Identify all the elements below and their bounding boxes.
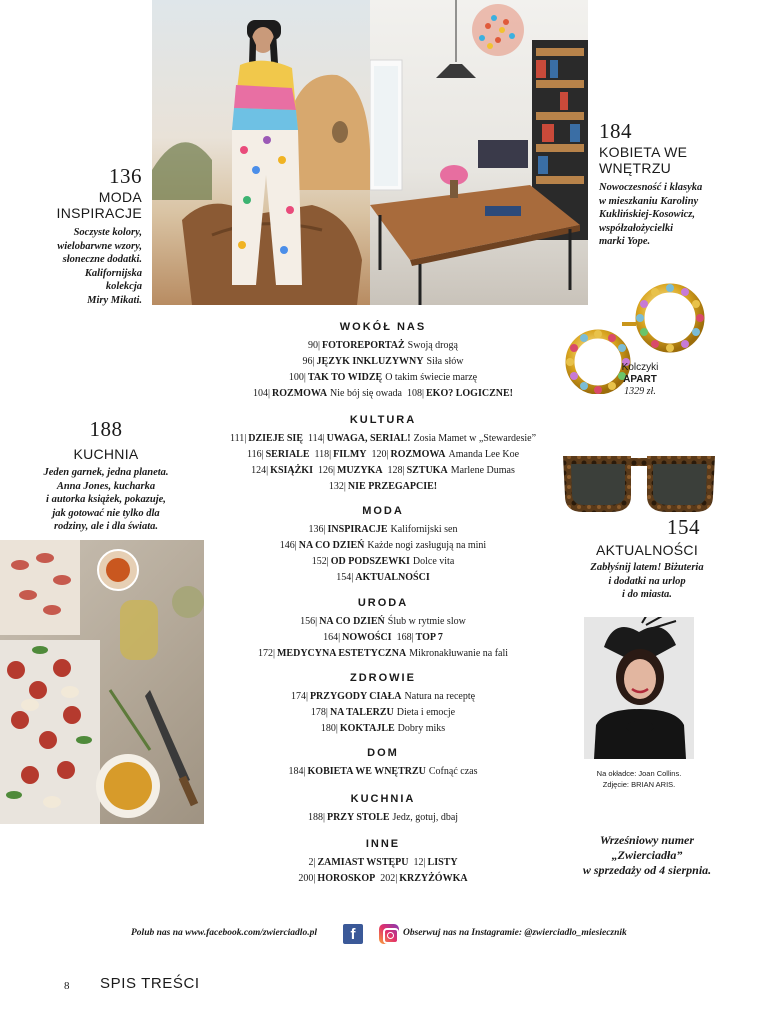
toc-subtitle: Cofnąć czas [428,766,478,777]
toc-subtitle: Zosia Mamet w „Stewardesie” [413,433,537,444]
toc-line [200,646,566,662]
feature-interior-title: KOBIETA WE [599,144,688,160]
feature-interior-page: 184 [599,119,632,143]
feature-interior [599,119,759,249]
toc-moda [200,504,566,586]
toc-page-number: 180 [320,723,336,734]
cover-caption [572,768,706,790]
toc-heading-uroda: URODA [357,597,409,609]
toc-topic: OD PODSZEWKI [330,556,410,567]
toc-line [200,554,566,570]
toc-line [200,447,566,463]
toc-subtitle: Swoją drogą [407,340,458,351]
toc-separator: | [312,356,315,367]
toc-topic: MUZYKA [336,465,383,476]
toc-line [200,431,566,447]
toc-topic: EKO? LOGICZNE! [426,388,513,399]
toc-topic: DZIEJE SIĘ [248,433,303,444]
feature-kitchen-desc-3: i autorka książek, pokazuje, [46,494,166,505]
toc-separator: | [421,388,424,399]
toc-page-number: 202 [380,873,396,884]
toc-entry[interactable] [311,707,455,718]
toc-topic: NOWOŚCI [342,632,392,643]
toc-entry[interactable] [280,540,486,551]
interior-photo-illustration [370,0,588,305]
feature-kitchen-desc-5: rodziny, ale i dla świata. [53,521,159,532]
toc-entry[interactable] [291,691,475,702]
toc-separator: | [338,632,341,643]
toc-subtitle: Dolce vita [412,556,455,567]
toc-separator: | [272,648,275,659]
feature-moda-subtitle: INSPIRACJE [56,205,142,221]
feature-interior-desc-1: Nowoczesność i klasyka [599,182,703,193]
toc-entry[interactable] [253,388,402,399]
toc-page-number: 188 [307,812,323,823]
toc-entry[interactable] [251,465,313,476]
toc-topic: FOTOREPORTAŻ [322,340,405,351]
toc-separator: | [322,812,325,823]
toc-heading-dom: DOM [367,747,399,759]
toc-entry[interactable] [303,356,464,367]
feature-news-desc-3: i do miasta. [622,589,672,600]
toc-entry[interactable] [300,616,466,627]
toc-page-number: 168 [396,632,412,643]
toc-separator: | [329,449,332,460]
toc-subtitle: Jedz, gotuj, dbaj [392,812,459,823]
toc-separator: | [395,873,398,884]
toc-heading-kuchnia: KUCHNIA [350,793,416,805]
toc-topic: KOKTAJLE [339,723,395,734]
social-bar [0,924,782,946]
toc-page-number: 200 [298,873,314,884]
toc-separator: | [313,857,316,868]
toc-topic: NIE PRZEGAPCIE! [347,481,438,492]
toc-entry[interactable] [321,723,445,734]
toc-page-number: 111 [229,433,245,444]
toc-topic: TOP 7 [415,632,443,643]
feature-moda-desc-3: słoneczne dodatki. [62,254,142,265]
toc-subtitle: Kalifornijski sen [390,524,458,535]
toc-separator: | [411,632,414,643]
toc-separator: | [268,388,271,399]
toc-separator: | [266,465,269,476]
toc-heading-moda: MODA [362,505,404,517]
toc-subtitle: Siła słów [426,356,464,367]
toc-page-number: 172 [257,648,273,659]
toc-entry[interactable] [380,873,467,884]
toc-entry[interactable] [318,465,383,476]
toc-page-number: 128 [387,465,403,476]
toc-topic: NA TALERZU [329,707,394,718]
toc-topic: KOBIETA WE WNĘTRZU [307,766,426,777]
toc-entry[interactable] [230,433,303,444]
toc-topic: FILMY [333,449,367,460]
feature-kitchen-desc-1: Jeden garnek, jedna planeta. [43,467,169,478]
toc-topic: NA CO DZIEŃ [298,540,365,551]
feature-news-desc-1: Zabłyśnij latem! Biżuteria [590,562,704,573]
toc-separator: | [305,691,308,702]
kitchen-photo [0,540,204,824]
toc-page-number: 118 [314,449,330,460]
september-line-3: w sprzedaży od 4 sierpnia. [582,863,712,877]
toc-entry[interactable] [298,873,375,884]
cover-photo-illustration [584,617,694,759]
toc-entry[interactable] [329,481,437,492]
moda-photo-illustration [152,0,370,305]
feature-moda-desc-4: Kalifornijska [84,267,142,279]
toc-heading-wokol: WOKÓŁ NAS [339,321,427,333]
feature-interior-desc-2: w mieszkaniu Karoliny [599,195,699,207]
feature-kitchen-title: KUCHNIA [73,446,139,462]
toc-separator: | [315,616,318,627]
toc-page-number: 146 [279,540,295,551]
toc-separator: | [318,340,321,351]
september-line-2: „Zwierciadła” [611,848,683,862]
toc-entry[interactable] [308,812,458,823]
toc-heading-kultura: KULTURA [349,414,417,426]
toc-page-number: 156 [300,616,316,627]
toc-entry[interactable] [247,449,310,460]
toc-separator: | [343,481,346,492]
toc-topic: UWAGA, SERIAL! [326,433,411,444]
feature-interior-subtitle: WNĘTRZU [599,160,672,176]
feature-news [572,515,722,602]
toc-page-number: 126 [317,465,333,476]
earrings-label: Kolczyki [621,362,659,373]
toc-topic: KSIĄŻKI [270,465,313,476]
feature-moda-desc-2: wielobarwne wzory, [57,240,142,252]
toc-entry[interactable] [397,632,443,643]
toc-page-number: 120 [371,449,387,460]
toc-dom [200,746,566,780]
toc-entry[interactable] [388,465,515,476]
feature-moda-title: MODA [98,189,142,205]
moda-photo [152,0,370,305]
toc-subtitle: Mikronakłuwanie na fali [409,648,509,659]
interior-photo [370,0,588,305]
instagram-text[interactable]: Obserwuj nas na Instagramie: @zwierciadlo_miesiecznik [403,928,627,938]
toc-page-number: 178 [310,707,326,718]
toc-topic: SZTUKA [406,465,448,476]
toc-line [200,354,566,370]
toc-topic: ZAMIAST WSTĘPU [317,857,409,868]
feature-kitchen [18,417,194,534]
toc-line [200,370,566,386]
toc-entry[interactable] [323,632,391,643]
toc-line [200,522,566,538]
toc-separator: | [303,766,306,777]
toc-separator: | [332,465,335,476]
feature-moda-page: 136 [109,164,142,188]
toc-subtitle: Każde nogi zasługują na mini [367,540,487,551]
toc-separator: | [335,723,338,734]
toc-kultura [200,413,566,495]
toc-uroda [200,596,566,662]
toc-subtitle: Nie bój się owada [330,388,402,399]
toc-subtitle: O takim świecie marzę [385,372,478,383]
toc-separator: | [313,873,316,884]
toc-entry[interactable] [308,433,536,444]
toc-line [200,630,566,646]
toc-page-number: 174 [290,691,306,702]
toc-topic: SERIALE [265,449,310,460]
toc-line [200,855,566,871]
feature-moda-desc-6: Miry Mikati. [87,294,142,306]
toc-entry[interactable] [372,449,520,460]
toc-separator: | [402,465,405,476]
toc-subtitle: Marlene Dumas [450,465,515,476]
toc-entry[interactable] [336,572,429,583]
toc-separator: | [261,449,264,460]
feature-news-desc-2: i dodatki na urlop [608,575,686,587]
toc-page-number: 90 [308,340,319,351]
page-number: 8 [64,980,70,992]
toc-separator: | [294,540,297,551]
toc-page-number: 2 [308,857,314,868]
feature-kitchen-page: 188 [89,417,123,441]
toc-separator: | [386,449,389,460]
toc-page-number: 100 [288,372,304,383]
feature-moda-desc-1: Soczyste kolory, [73,227,142,238]
toc-topic: KRZYŻÓWKA [399,873,468,884]
feature-news-page: 154 [667,515,700,539]
toc-line [200,479,566,495]
toc-line [200,463,566,479]
toc-page-number: 124 [251,465,267,476]
toc-line [200,705,566,721]
toc-topic: ROZMOWA [390,449,446,460]
toc-subtitle: Natura na receptę [404,691,476,702]
toc-separator: | [244,433,247,444]
feature-interior-desc-3: Kuklińskiej-Kosowicz, [599,209,695,220]
feature-moda [50,164,142,307]
page-section-title: SPIS TREŚCI [100,975,200,992]
toc-separator: | [322,433,325,444]
earrings-brand: APART [623,374,657,385]
toc-line [200,721,566,737]
toc-topic: ROZMOWA [272,388,328,399]
cover-caption-line-2: Zdjęcie: BRIAN ARIS. [602,780,676,789]
toc-subtitle: Dieta i emocje [396,707,456,718]
earrings-caption [605,362,675,398]
toc-entry[interactable] [414,857,458,868]
toc-page-number: 136 [308,524,324,535]
toc-heading-inne: INNE [365,838,401,850]
toc-topic: TAK TO WIDZĘ [307,372,383,383]
toc-entry[interactable] [407,388,513,399]
toc-page-number: 108 [406,388,422,399]
toc-line [200,570,566,586]
toc-subtitle: Amanda Lee Koe [448,449,520,460]
toc-kuchnia [200,792,566,826]
sunglasses-image [561,450,717,516]
toc-separator: | [351,572,354,583]
toc-page-number: 116 [246,449,262,460]
toc-inne [200,837,566,887]
kitchen-photo-illustration [0,540,204,824]
cover-photo [584,617,694,759]
toc-separator: | [325,707,328,718]
toc-line [200,386,566,402]
toc-page-number: 154 [336,572,352,583]
toc-line [200,764,566,780]
toc-topic: PRZYGODY CIAŁA [309,691,402,702]
toc-separator: | [323,524,326,535]
earrings-price: 1329 zł. [624,386,656,397]
toc-wokol [200,320,566,402]
toc-page-number: 114 [308,433,323,444]
toc-page-number: 12 [413,857,424,868]
toc-topic: INSPIRACJE [327,524,388,535]
toc-page-number: 104 [253,388,269,399]
toc-subtitle: Dobry miks [397,723,446,734]
toc-topic: HOROSKOP [317,873,376,884]
toc-line [200,614,566,630]
toc-line [200,338,566,354]
toc-subtitle: Ślub w rytmie slow [387,616,466,627]
feature-news-title: AKTUALNOŚCI [595,542,699,558]
toc-topic: MEDYCYNA ESTETYCZNA [276,648,407,659]
toc-zdrowie [200,671,566,737]
toc-topic: JĘZYK INKLUZYWNY [316,356,424,367]
facebook-text[interactable]: Polub nas na www.facebook.com/zwierciadlo.pl [131,928,317,938]
toc-entry[interactable] [289,766,478,777]
september-note [562,833,732,878]
toc-entry[interactable] [312,556,455,567]
toc-topic: PRZY STOLE [326,812,390,823]
toc-topic: AKTUALNOŚCI [355,572,430,583]
toc-line [200,810,566,826]
toc-page-number: 152 [311,556,327,567]
toc-page-number: 132 [328,481,344,492]
toc-entry[interactable] [289,372,477,383]
feature-interior-desc-5: marki Yope. [599,236,651,247]
feature-moda-desc-5: kolekcja [105,281,142,292]
toc-entry[interactable] [308,857,408,868]
feature-kitchen-desc-4: jak gotować nie tylko dla [52,507,160,519]
toc-line [200,871,566,887]
instagram-icon[interactable] [379,924,399,944]
toc-heading-zdrowie: ZDROWIE [350,672,416,684]
toc-page-number: 164 [323,632,339,643]
facebook-icon[interactable]: f [343,924,363,944]
cover-caption-line-1: Na okładce: Joan Collins. [596,769,682,778]
toc-separator: | [303,372,306,383]
toc-separator: | [326,556,329,567]
feature-kitchen-desc-2: Anna Jones, kucharka [56,480,156,492]
toc-line [200,538,566,554]
feature-interior-desc-4: współzałożycielki [599,222,674,234]
toc-topic: NA CO DZIEŃ [319,616,385,627]
september-line-1: Wrześniowy numer [599,833,695,847]
toc-entry[interactable] [309,524,458,535]
toc-topic: LISTY [427,857,458,868]
toc-entry[interactable] [315,449,367,460]
toc-line [200,689,566,705]
toc-page-number: 96 [302,356,313,367]
toc-separator: | [423,857,426,868]
toc-entry[interactable] [258,648,508,659]
toc-entry[interactable] [308,340,458,351]
toc-page-number: 184 [288,766,304,777]
